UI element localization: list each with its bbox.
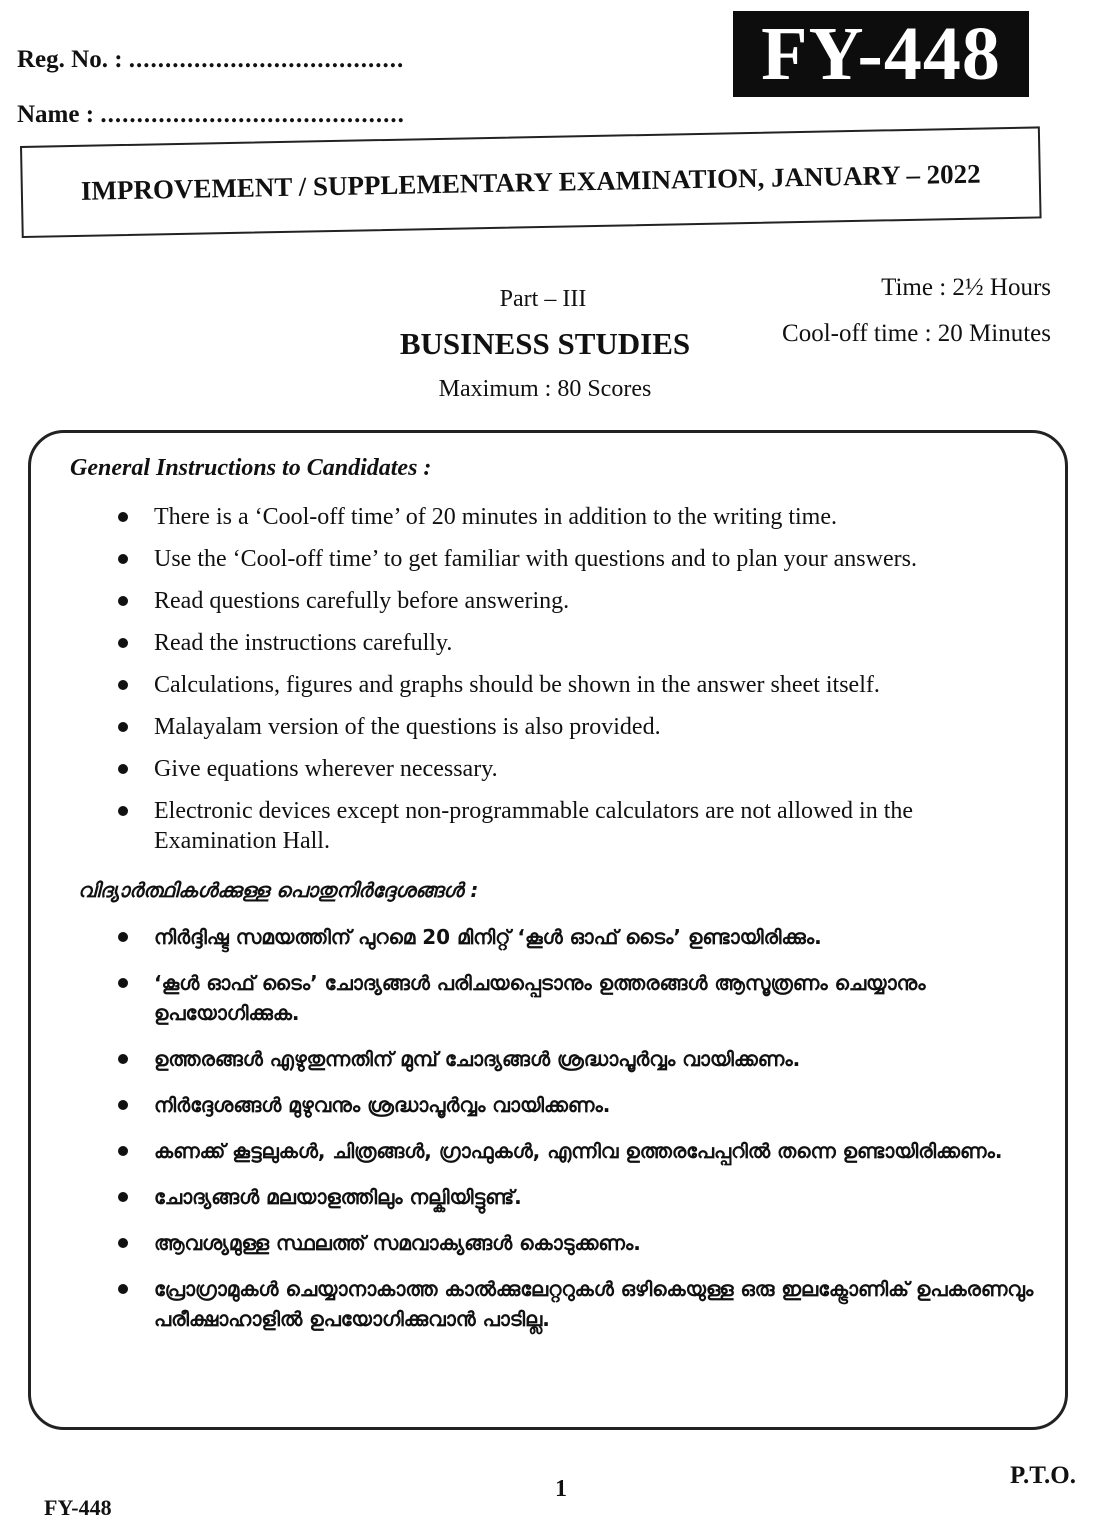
list-item: Read the instructions carefully. <box>112 628 1022 658</box>
list-item: ചോദ്യങ്ങൾ മലയാളത്തിലും നല്കിയിട്ടുണ്ട്. <box>112 1182 1042 1212</box>
reg-no-field <box>17 46 404 74</box>
name-field <box>17 101 405 129</box>
list-item: നിർദ്ദിഷ്ട സമയത്തിന് പുറമെ 20 മിനിറ്റ് ‘കൂൾ ഓഫ് ടൈം’ ഉണ്ടായിരിക്കും. <box>112 922 1042 952</box>
list-item: Read questions carefully before answering. <box>112 586 1022 616</box>
list-item: ‘കൂൾ ഓഫ് ടൈം’ ചോദ്യങ്ങൾ പരിചയപ്പെടാനും ഉത്തരങ്ങൾ ആസൂത്രണം ചെയ്യാനും ഉപയോഗിക്കുക. <box>112 968 1042 1028</box>
list-item: Use the ‘Cool-off time’ to get familiar with questions and to plan your answers. <box>112 544 1022 574</box>
list-item: Malayalam version of the questions is also provided. <box>112 712 1022 742</box>
english-instructions-list <box>112 502 1022 868</box>
pto-label: P.T.O. <box>1010 1462 1076 1489</box>
reg-no-label: Reg. No. : <box>17 46 123 73</box>
list-item: ഉത്തരങ്ങൾ എഴുതുന്നതിന് മുമ്പ് ചോദ്യങ്ങൾ ശ്രദ്ധാപൂർവ്വം വായിക്കണം. <box>112 1044 1042 1074</box>
list-item: ആവശ്യമുള്ള സ്ഥലത്ത് സമവാക്യങ്ങൾ കൊടുക്കണം. <box>112 1228 1042 1258</box>
list-item: Calculations, figures and graphs should be shown in the answer sheet itself. <box>112 670 1022 700</box>
maximum-scores: Maximum : 80 Scores <box>438 376 652 402</box>
paper-code-badge: FY-448 <box>733 11 1029 97</box>
name-dots: .......................................... <box>100 101 405 128</box>
list-item: നിർദ്ദേശങ്ങൾ മുഴുവനും ശ്രദ്ധാപൂർവ്വം വായിക്കണം. <box>112 1090 1042 1120</box>
exam-title: IMPROVEMENT / SUPPLEMENTARY EXAMINATION, JANUARY – 2022 <box>80 158 981 206</box>
malayalam-instructions-heading: വിദ്യാർത്ഥികൾക്കുള്ള പൊതുനിർദ്ദേശങ്ങൾ : <box>78 878 479 902</box>
exam-title-box <box>20 126 1042 238</box>
reg-no-dots: ...................................... <box>128 46 405 73</box>
time-label: Time : 2½ Hours <box>881 274 1051 301</box>
page-number: 1 <box>555 1476 567 1502</box>
list-item: Electronic devices except non-programmable calculators are not allowed in the Examination Hall. <box>112 796 1022 856</box>
footer-paper-code: FY-448 <box>44 1495 112 1520</box>
malayalam-instructions-list <box>112 922 1042 1350</box>
part-label: Part – III <box>499 286 587 312</box>
list-item: പ്രോഗ്രാമുകൾ ചെയ്യാനാകാത്ത കാൽക്കുലേറ്ററുകൾ ഒഴികെയുള്ള ഒരു ഇലക്ട്രോണിക് ഉപകരണവും പരീക്ഷാഹാളിൽ ഉപയോഗിക്കുവാൻ പാടില്ല. <box>112 1274 1042 1334</box>
name-label: Name : <box>17 101 95 128</box>
list-item: There is a ‘Cool-off time’ of 20 minutes in addition to the writing time. <box>112 502 1022 532</box>
english-instructions-heading: General Instructions to Candidates : <box>70 455 432 481</box>
list-item: Give equations wherever necessary. <box>112 754 1022 784</box>
cool-off-label: Cool-off time : 20 Minutes <box>782 320 1051 347</box>
subject-title: BUSINESS STUDIES <box>399 326 691 361</box>
list-item: കണക്ക് കൂട്ടലുകൾ, ചിത്രങ്ങൾ, ഗ്രാഫുകൾ, എന്നിവ ഉത്തരപേപ്പറിൽ തന്നെ ഉണ്ടായിരിക്കണം. <box>112 1136 1042 1166</box>
